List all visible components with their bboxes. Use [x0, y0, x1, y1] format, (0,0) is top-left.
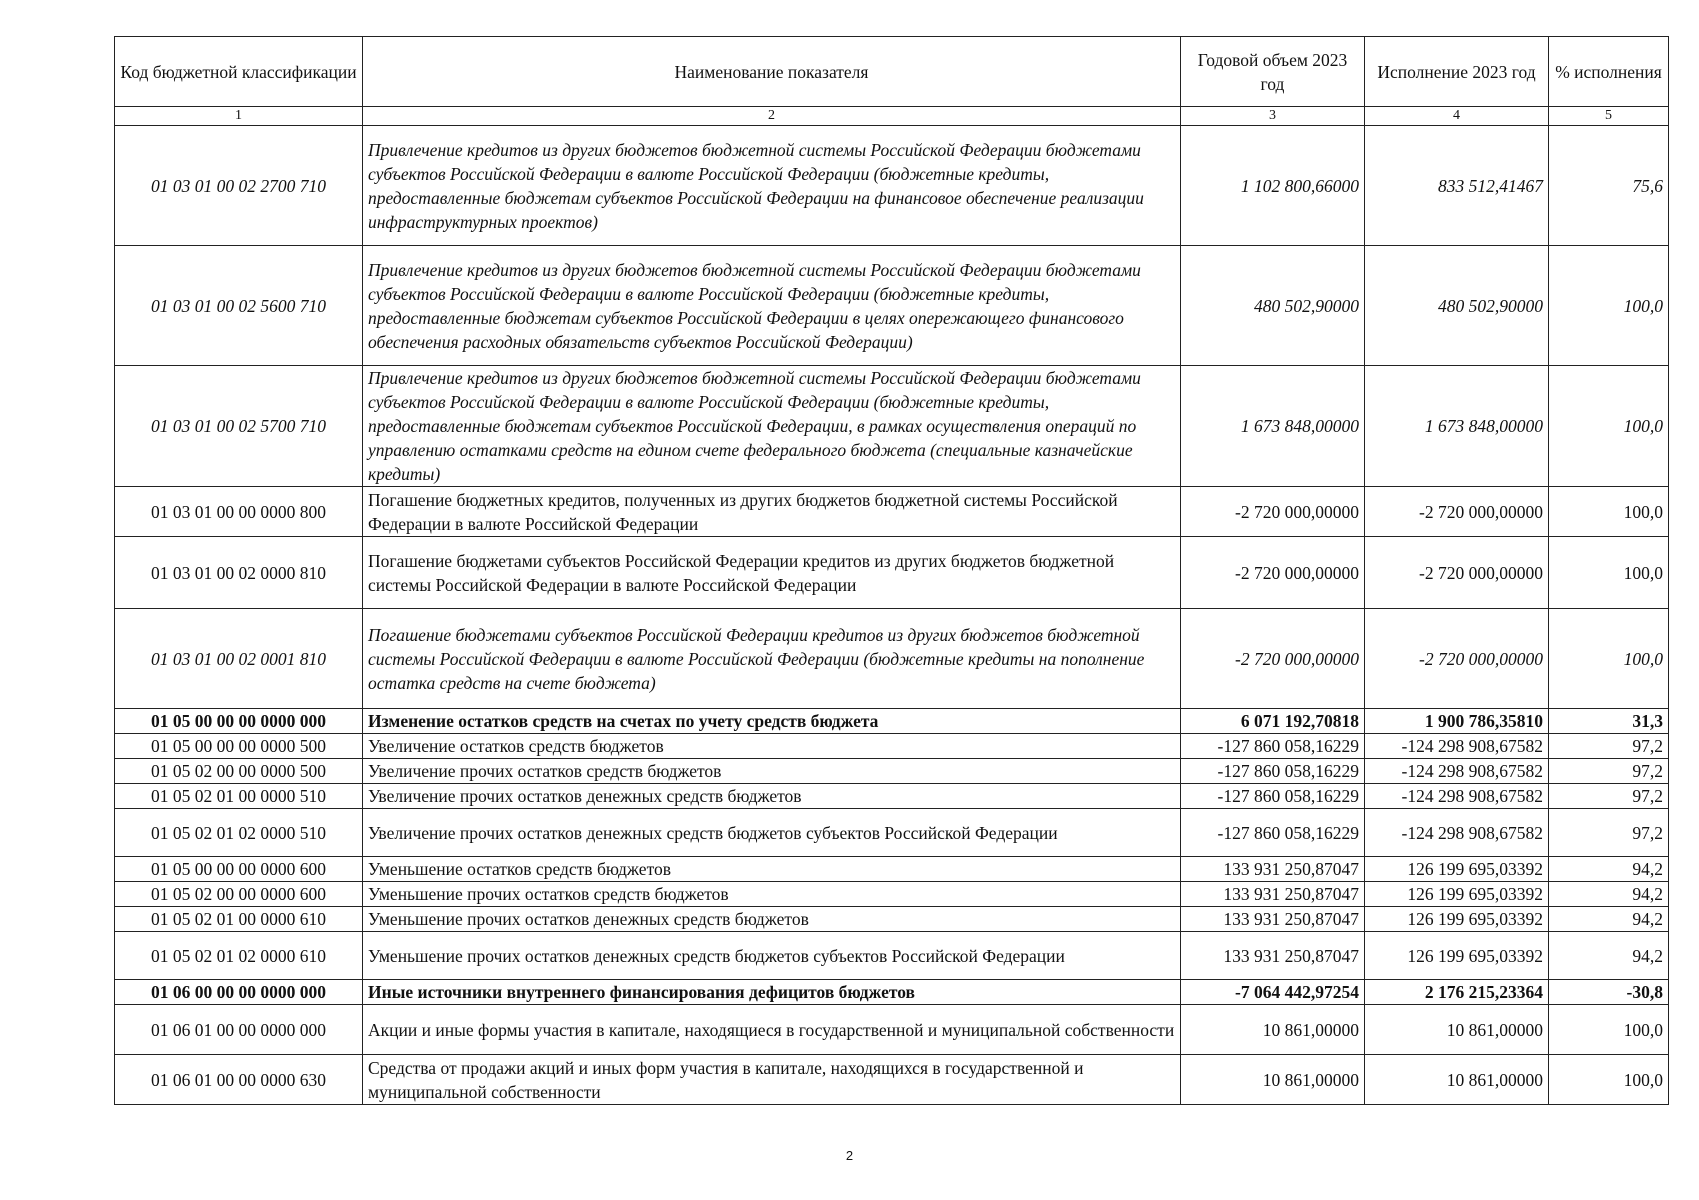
row-execution: -124 298 908,67582: [1365, 734, 1549, 759]
row-plan: -127 860 058,16229: [1181, 734, 1365, 759]
table-row: [115, 932, 1669, 980]
row-execution: 10 861,00000: [1365, 1005, 1549, 1055]
row-code: 01 05 02 00 00 0000 500: [115, 759, 363, 784]
table-row: [115, 487, 1669, 537]
row-percent: 100,0: [1549, 537, 1669, 609]
row-percent: 100,0: [1549, 609, 1669, 709]
row-percent: 97,2: [1549, 784, 1669, 809]
row-code: 01 03 01 00 00 0000 800: [115, 487, 363, 537]
table-row: [115, 809, 1669, 857]
row-percent: 100,0: [1549, 1005, 1669, 1055]
row-plan: -2 720 000,00000: [1181, 609, 1365, 709]
budget-table: [114, 36, 1669, 1105]
row-code: 01 05 00 00 00 0000 600: [115, 857, 363, 882]
row-execution: -2 720 000,00000: [1365, 487, 1549, 537]
row-name: Иные источники внутреннего финансирования дефицитов бюджетов: [363, 980, 1181, 1005]
row-percent: 100,0: [1549, 366, 1669, 487]
row-name: Уменьшение остатков средств бюджетов: [363, 857, 1181, 882]
row-plan: 480 502,90000: [1181, 246, 1365, 366]
row-percent: -30,8: [1549, 980, 1669, 1005]
table-row: [115, 1055, 1669, 1105]
row-execution: -124 298 908,67582: [1365, 759, 1549, 784]
row-code: 01 05 00 00 00 0000 500: [115, 734, 363, 759]
table-row: [115, 709, 1669, 734]
row-code: 01 06 00 00 00 0000 000: [115, 980, 363, 1005]
row-execution: -2 720 000,00000: [1365, 609, 1549, 709]
table-header-row: [115, 37, 1669, 107]
row-plan: -127 860 058,16229: [1181, 759, 1365, 784]
row-code: 01 06 01 00 00 0000 000: [115, 1005, 363, 1055]
column-number: 2: [363, 107, 1181, 126]
row-execution: 126 199 695,03392: [1365, 907, 1549, 932]
row-percent: 94,2: [1549, 882, 1669, 907]
page-number: 2: [845, 1148, 854, 1163]
row-percent: 97,2: [1549, 809, 1669, 857]
row-name: Средства от продажи акций и иных форм участия в капитале, находящихся в государственной и муниципальной собственности: [363, 1055, 1181, 1105]
header-code: Код бюджетной классификации: [115, 37, 363, 107]
table-row: [115, 1005, 1669, 1055]
row-code: 01 05 02 00 00 0000 600: [115, 882, 363, 907]
row-execution: -124 298 908,67582: [1365, 784, 1549, 809]
row-code: 01 05 02 01 02 0000 510: [115, 809, 363, 857]
row-plan: 10 861,00000: [1181, 1055, 1365, 1105]
row-code: 01 03 01 00 02 5600 710: [115, 246, 363, 366]
row-code: 01 03 01 00 02 2700 710: [115, 126, 363, 246]
column-number: 1: [115, 107, 363, 126]
row-plan: 133 931 250,87047: [1181, 882, 1365, 907]
table-row: [115, 537, 1669, 609]
row-code: 01 03 01 00 02 0001 810: [115, 609, 363, 709]
row-percent: 100,0: [1549, 246, 1669, 366]
row-plan: 1 102 800,66000: [1181, 126, 1365, 246]
row-plan: 133 931 250,87047: [1181, 932, 1365, 980]
row-name: Изменение остатков средств на счетах по учету средств бюджета: [363, 709, 1181, 734]
row-execution: 10 861,00000: [1365, 1055, 1549, 1105]
row-name: Уменьшение прочих остатков денежных средств бюджетов: [363, 907, 1181, 932]
column-number-row: [115, 107, 1669, 126]
row-name: Увеличение остатков средств бюджетов: [363, 734, 1181, 759]
column-number: 3: [1181, 107, 1365, 126]
row-name: Погашение бюджетами субъектов Российской Федерации кредитов из других бюджетов бюджетной системы Российской Федерации в валюте Российской Федерации: [363, 537, 1181, 609]
row-percent: 94,2: [1549, 932, 1669, 980]
row-plan: -127 860 058,16229: [1181, 809, 1365, 857]
row-execution: 126 199 695,03392: [1365, 857, 1549, 882]
row-code: 01 06 01 00 00 0000 630: [115, 1055, 363, 1105]
row-percent: 100,0: [1549, 1055, 1669, 1105]
row-code: 01 03 01 00 02 0000 810: [115, 537, 363, 609]
column-number: 5: [1549, 107, 1669, 126]
row-percent: 94,2: [1549, 857, 1669, 882]
row-execution: 480 502,90000: [1365, 246, 1549, 366]
header-name: Наименование показателя: [363, 37, 1181, 107]
row-name: Увеличение прочих остатков денежных средств бюджетов: [363, 784, 1181, 809]
row-plan: 10 861,00000: [1181, 1005, 1365, 1055]
row-execution: 2 176 215,23364: [1365, 980, 1549, 1005]
row-code: 01 05 02 01 02 0000 610: [115, 932, 363, 980]
row-name: Уменьшение прочих остатков денежных средств бюджетов субъектов Российской Федерации: [363, 932, 1181, 980]
row-code: 01 05 02 01 00 0000 610: [115, 907, 363, 932]
row-name: Уменьшение прочих остатков средств бюджетов: [363, 882, 1181, 907]
header-percent: % исполнения: [1549, 37, 1669, 107]
table-row: [115, 784, 1669, 809]
row-percent: 94,2: [1549, 907, 1669, 932]
row-plan: -2 720 000,00000: [1181, 537, 1365, 609]
row-execution: 1 673 848,00000: [1365, 366, 1549, 487]
row-code: 01 03 01 00 02 5700 710: [115, 366, 363, 487]
table-row: [115, 366, 1669, 487]
row-execution: -124 298 908,67582: [1365, 809, 1549, 857]
header-execution: Исполнение 2023 год: [1365, 37, 1549, 107]
table-row: [115, 980, 1669, 1005]
row-name: Увеличение прочих остатков денежных средств бюджетов субъектов Российской Федерации: [363, 809, 1181, 857]
table-row: [115, 246, 1669, 366]
row-code: 01 05 00 00 00 0000 000: [115, 709, 363, 734]
row-percent: 100,0: [1549, 487, 1669, 537]
row-execution: 1 900 786,35810: [1365, 709, 1549, 734]
table-row: [115, 907, 1669, 932]
table-row: [115, 126, 1669, 246]
row-percent: 31,3: [1549, 709, 1669, 734]
row-plan: 133 931 250,87047: [1181, 857, 1365, 882]
row-name: Погашение бюджетами субъектов Российской Федерации кредитов из других бюджетов бюджетной системы Российской Федерации в валюте Российской Федерации (бюджетные кредиты на пополнение остатка средств на счете бюджета): [363, 609, 1181, 709]
row-code: 01 05 02 01 00 0000 510: [115, 784, 363, 809]
row-name: Увеличение прочих остатков средств бюджетов: [363, 759, 1181, 784]
row-execution: 126 199 695,03392: [1365, 932, 1549, 980]
row-name: Погашение бюджетных кредитов, полученных из других бюджетов бюджетной системы Российской Федерации в валюте Российской Федерации: [363, 487, 1181, 537]
row-name: Акции и иные формы участия в капитале, находящиеся в государственной и муниципальной собственности: [363, 1005, 1181, 1055]
row-name: Привлечение кредитов из других бюджетов бюджетной системы Российской Федерации бюджетами субъектов Российской Федерации в валюте Российской Федерации (бюджетные кредиты, предоставленные бюджетам субъектов Российской Федерации в целях опережающего финансового обеспечения расходных обязательств субъектов Российской Федерации): [363, 246, 1181, 366]
table-row: [115, 734, 1669, 759]
row-execution: 833 512,41467: [1365, 126, 1549, 246]
row-percent: 97,2: [1549, 759, 1669, 784]
column-number: 4: [1365, 107, 1549, 126]
row-plan: 133 931 250,87047: [1181, 907, 1365, 932]
row-percent: 97,2: [1549, 734, 1669, 759]
row-plan: 6 071 192,70818: [1181, 709, 1365, 734]
table-row: [115, 857, 1669, 882]
header-plan: Годовой объем 2023 год: [1181, 37, 1365, 107]
table-row: [115, 609, 1669, 709]
table-row: [115, 759, 1669, 784]
row-execution: 126 199 695,03392: [1365, 882, 1549, 907]
row-percent: 75,6: [1549, 126, 1669, 246]
row-name: Привлечение кредитов из других бюджетов бюджетной системы Российской Федерации бюджетами субъектов Российской Федерации в валюте Российской Федерации (бюджетные кредиты, предоставленные бюджетам субъектов Российской Федерации, в рамках осуществления операций по управлению остатками средств на едином счете федерального бюджета (специальные казначейские кредиты): [363, 366, 1181, 487]
row-plan: -2 720 000,00000: [1181, 487, 1365, 537]
row-plan: -127 860 058,16229: [1181, 784, 1365, 809]
table-row: [115, 882, 1669, 907]
row-plan: 1 673 848,00000: [1181, 366, 1365, 487]
row-execution: -2 720 000,00000: [1365, 537, 1549, 609]
row-plan: -7 064 442,97254: [1181, 980, 1365, 1005]
row-name: Привлечение кредитов из других бюджетов бюджетной системы Российской Федерации бюджетами субъектов Российской Федерации в валюте Российской Федерации (бюджетные кредиты, предоставленные бюджетам субъектов Российской Федерации на финансовое обеспечение реализации инфраструктурных проектов): [363, 126, 1181, 246]
